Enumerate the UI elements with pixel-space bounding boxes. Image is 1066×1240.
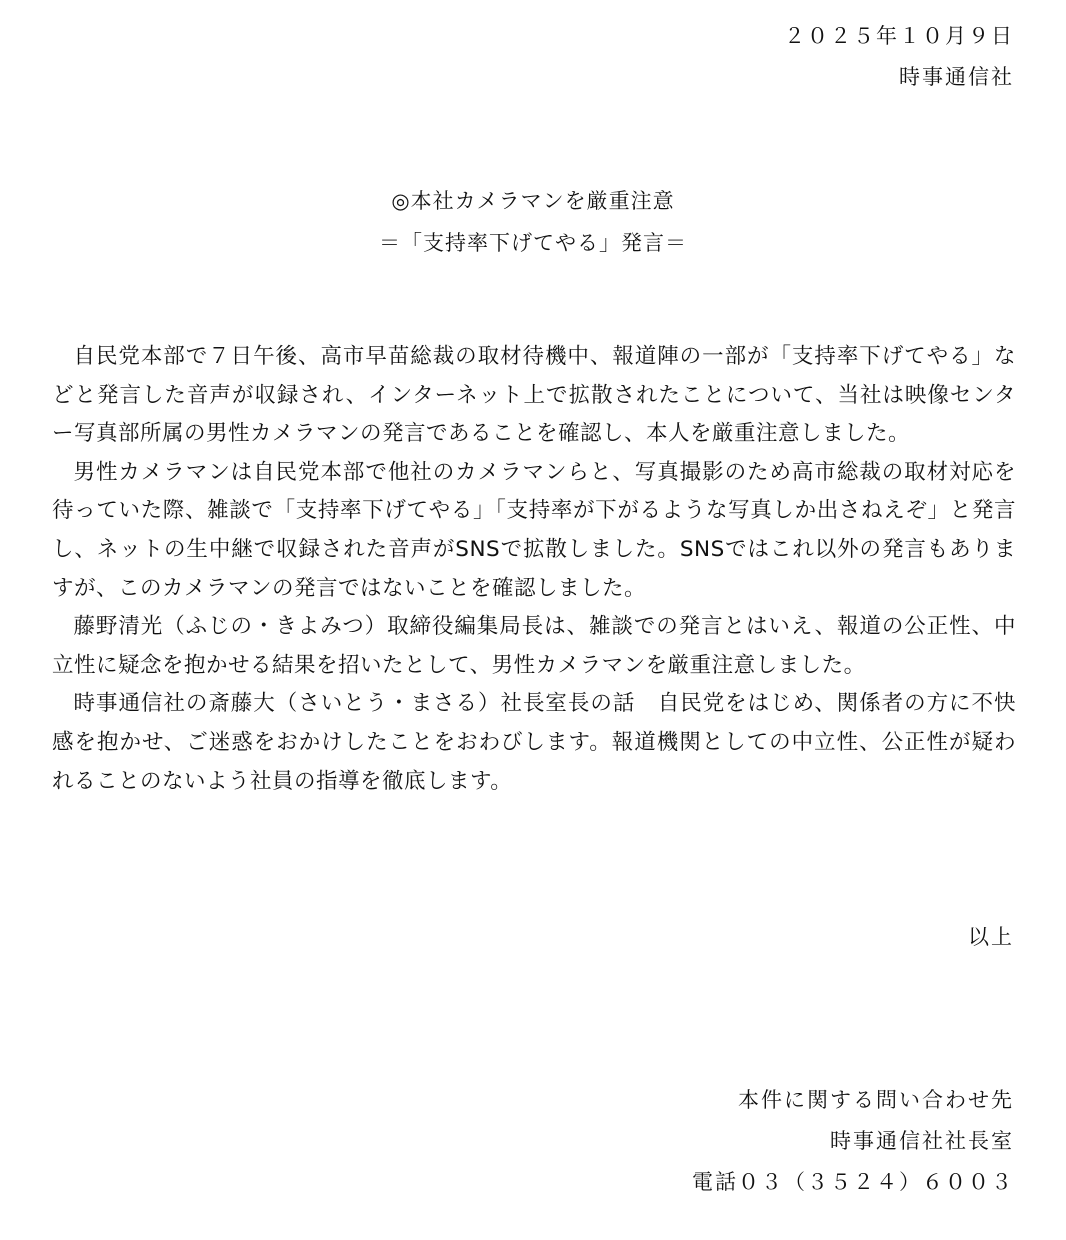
release-date: ２０２５年１０月９日: [784, 24, 1014, 48]
paragraph-1: 自民党本部で７日午後、高市早苗総裁の取材待機中、報道陣の一部が「支持率下げてやる」などと発言した音声が収録され、インターネット上で拡散されたことについて、当社は映像センター写真部所属の男性カメラマンの発言であることを確認し、本人を厳重注意しました。: [52, 344, 1016, 447]
body-text: [52, 338, 1016, 801]
paragraph-2: 男性カメラマンは自民党本部で他社のカメラマンらと、写真撮影のため高市総裁の取材対応を待っていた際、雑談で「支持率下げてやる」「支持率が下がるような写真しか出さねえぞ」と発言し、ネットの生中継で収録された音声がSNSで拡散しました。SNSではこれ以外の発言もありますが、このカメラマンの発言ではないことを確認しました。: [52, 459, 1016, 601]
contact-label: 本件に関する問い合わせ先: [738, 1088, 1014, 1112]
subheadline: ＝「支持率下げてやる」発言＝: [379, 231, 687, 255]
paragraph-4: 時事通信社の斎藤大（さいとう・まさる）社長室長の話 自民党をはじめ、関係者の方に不快感を抱かせ、ご迷惑をおかけしたことをおわびします。報道機関としての中立性、公正性が疑われることのないよう社員の指導を徹底します。: [52, 691, 1016, 794]
issuer-name: 時事通信社: [899, 65, 1014, 89]
paragraph-3: 藤野清光（ふじの・きよみつ）取締役編集局長は、雑談での発言とはいえ、報道の公正性、中立性に疑念を抱かせる結果を招いたとして、男性カメラマンを厳重注意しました。: [52, 614, 1016, 678]
contact-phone: 電話０３（３５２４）６００３: [692, 1170, 1014, 1194]
closing-mark: 以上: [968, 925, 1014, 949]
contact-department: 時事通信社社長室: [830, 1129, 1014, 1153]
headline: ◎本社カメラマンを厳重注意: [391, 189, 675, 213]
